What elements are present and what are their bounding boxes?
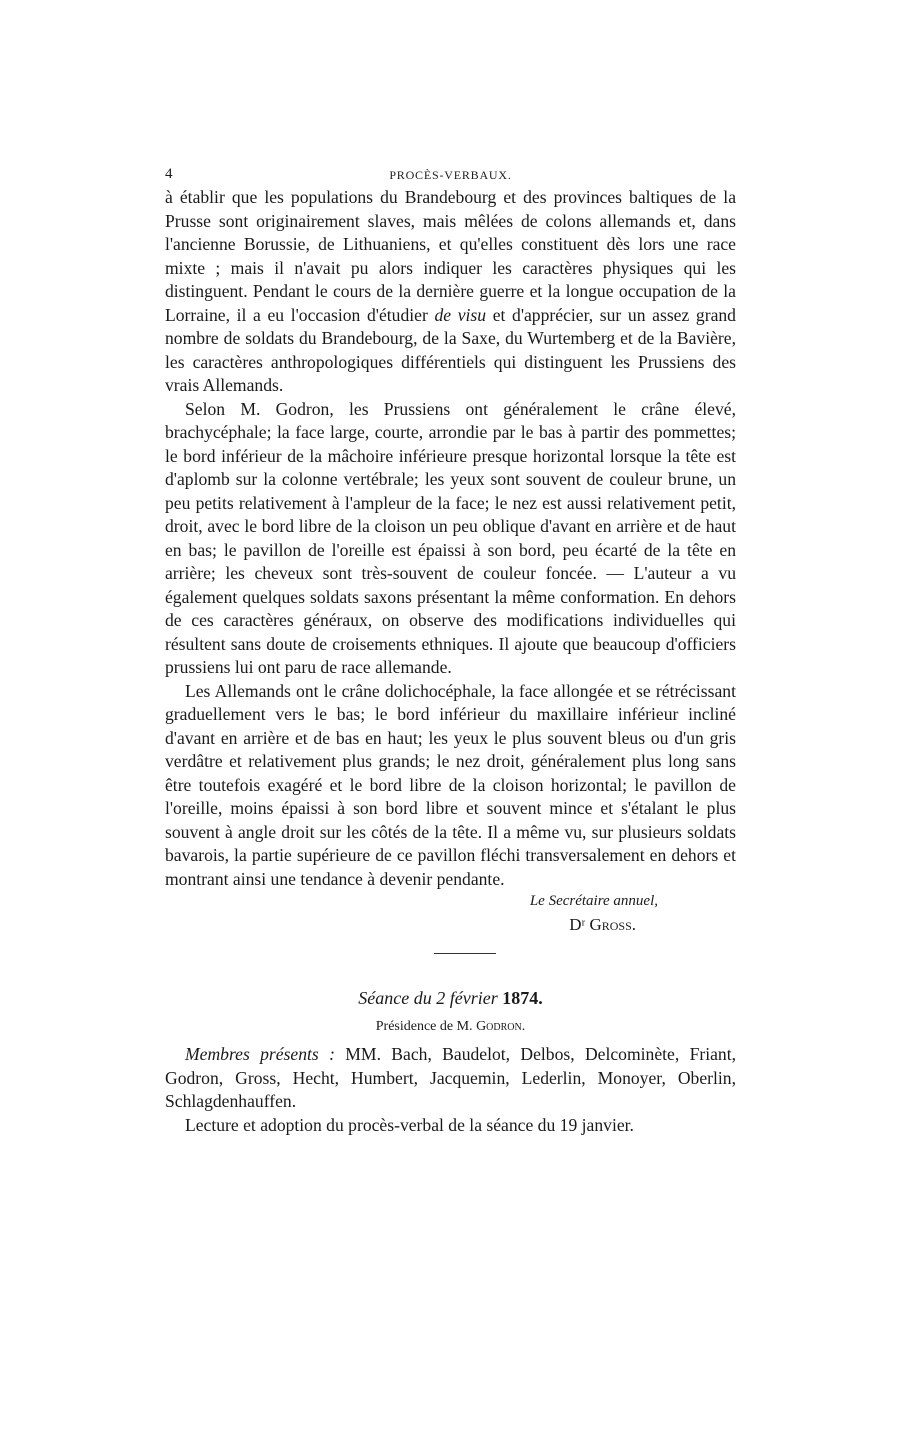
- paragraph-3: Les Allemands ont le crâne dolichocéphale, la face allongée et se rétrécissant graduellement vers le bas; le bord inférieur du maxillaire inférieur incliné d'avant en arrière et de bas en haut; les yeux le plus souvent bleus ou d'un gris verdâtre et relativement plus grands; le nez droit, généralement plus long sans être toutefois exagéré et le bord libre de la cloison horizontal; le pavillon de l'oreille, moins épaissi à son bord libre et souvent mince et s'étalant le plus souvent à angle droit sur les côtés de la tête. Il a même vu, sur plusieurs soldats bavarois, la partie supérieure de ce pavillon fléchi transversalement en dehors et montrant ainsi une tendance à devenir pendante.: [165, 680, 736, 889]
- members-present: [165, 1043, 736, 1114]
- members-list: MM. Bach, Baudelot, Delbos, Delcominète, Friant, Godron, Gross, Hecht, Humbert, Jacquemin, Lederlin, Monoyer, Oberlin, Schlagdenhauffen.: [165, 1044, 736, 1111]
- seance-title: [165, 988, 736, 1009]
- presidence-line: [165, 1019, 736, 1035]
- members-lead: Membres présents :: [185, 1044, 335, 1064]
- seance-title-text: Séance du 2 février: [358, 988, 503, 1008]
- paragraph-2: Selon M. Godron, les Prussiens ont généralement le crâne élevé, brachycéphale; la face large, courte, arrondie par le bas à partir des pommettes; le bord inférieur de la mâchoire inférieure presque horizontal lorsque la tête est d'aplomb sur la colonne vertébrale; les yeux sont souvent de couleur brune, un peu petits relativement à l'ampleur de la face; le nez est aussi relativement petit, droit, avec le bord libre de la cloison un peu oblique d'avant en arrière et de haut en bas; le pavillon de l'oreille est épaissi à son bord, peu écarté de la tête en arrière; les cheveux sont très-souvent de couleur foncée. — L'auteur a vu également quelques soldats saxons présentant la même conformation. En dehors de ces caractères généraux, on observe des modifications individuelles qui résultent sans doute de croisements ethniques. Il ajoute que beaucoup d'officiers prussiens lui ont paru de race allemande.: [165, 398, 736, 677]
- paragraph-1: [165, 186, 736, 398]
- page-number: 4: [165, 166, 174, 182]
- section-divider: [434, 953, 496, 954]
- running-head: [165, 162, 736, 186]
- paragraph-1-emphasis: de visu: [434, 304, 487, 325]
- presidence-prefix: Présidence de M.: [375, 1019, 477, 1034]
- signature-name-text: Gross.: [589, 915, 636, 934]
- signature-title: Le Secrétaire annuel,: [529, 893, 658, 909]
- paragraph-1-text-a: à établir que les populations du Brandebourg et des provinces baltiques de la Prusse sont originairement slaves, mais mêlées de colons allemands et, dans l'ancienne Borussie, de Lithuaniens, et qu'elles constituent dès lors une race mixte ; mais il n'avait pu alors indiquer les caractères physiques qui les distinguent. Pendant le cours de la dernière guerre et la longue occupation de la Lorraine, il a eu l'occasion d'étudier: [165, 187, 736, 325]
- page: [165, 162, 736, 1137]
- lecture-line: Lecture et adoption du procès-verbal de la séance du 19 janvier.: [185, 1114, 634, 1135]
- running-title: PROCÈS-VERBAUX.: [389, 168, 512, 182]
- signature-name-prefix: Dʳ: [569, 915, 586, 934]
- signature-name: [165, 914, 736, 935]
- signature-block: [165, 891, 736, 935]
- presidence-name: Godron.: [476, 1019, 526, 1034]
- seance-year: 1874.: [502, 988, 543, 1008]
- paragraph-1-text-b: et d'apprécier, sur un assez grand nombre de soldats du Brandebourg, de la Saxe, du Wurtemberg et de la Bavière, les caractères anthropologiques différentiels qui distinguent les Prussiens des vrais Allemands.: [165, 304, 736, 395]
